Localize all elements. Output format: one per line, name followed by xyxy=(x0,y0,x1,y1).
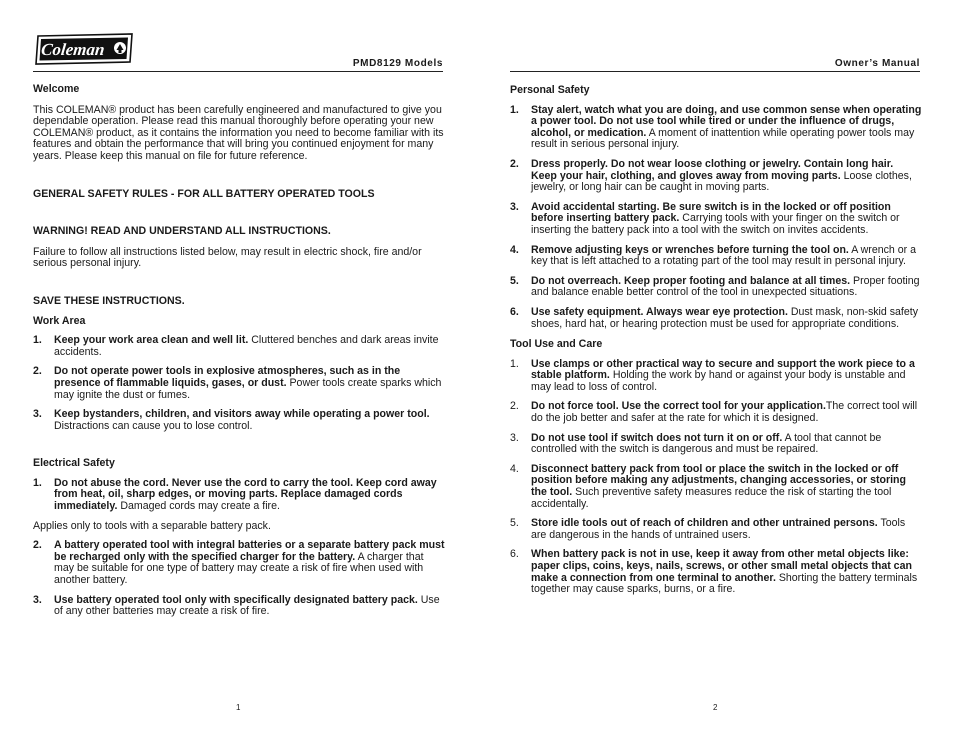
warning-text: Failure to follow all instructions listed below, may result in electric shock, fire and/or serious personal injury. xyxy=(33,245,422,270)
item-bold-text: Remove adjusting keys or wrenches before turning the tool on. xyxy=(531,243,849,256)
list-item xyxy=(510,276,922,299)
welcome-heading: Welcome xyxy=(33,83,80,95)
item-text: A tool that cannot be controlled with the switch is dangerous and must be repaired. xyxy=(531,431,882,456)
page-number: 1 xyxy=(236,703,241,712)
item-text: Shorting the battery terminals together may cause sparks, burns, or a fire. xyxy=(531,571,918,596)
item-text: Holding the work by hand or against your body is unstable and may lead to loss of control. xyxy=(531,369,906,393)
item-bold-text: Keep your work area clean and well lit. xyxy=(54,334,249,347)
item-text: Such preventive safety measures reduce the risk of starting the tool accidentally. xyxy=(531,486,892,510)
item-number: 3. xyxy=(33,593,42,606)
item-number: 3. xyxy=(510,431,519,444)
tool-use-heading: Tool Use and Care xyxy=(510,338,603,351)
item-bold-text: Do not overreach. Keep proper footing and balance at all times. xyxy=(531,274,851,287)
list-item xyxy=(33,478,446,513)
general-safety-heading: GENERAL SAFETY RULES - FOR ALL BATTERY OPERATED TOOLS xyxy=(33,187,375,200)
list-item xyxy=(510,359,922,394)
item-text: A charger that may be suitable for one type of battery may create a risk of fire when used with another battery. xyxy=(54,550,424,587)
item-text: The correct tool will do the job better and safer at the rate for which it is designed. xyxy=(531,400,918,425)
item-number: 6. xyxy=(510,305,519,318)
item-number: 3. xyxy=(510,200,519,213)
item-bold-text: Do not abuse the cord. Never use the cord to carry the tool. Keep cord away from heat, oil, sharp edges, or moving parts. Replace damaged cords immediately. xyxy=(54,476,437,513)
electrical-list xyxy=(33,478,446,513)
personal-safety-list xyxy=(510,105,922,331)
item-bold-text: Use battery operated tool only with specifically designated battery pack. xyxy=(54,593,418,606)
right-column xyxy=(510,85,922,596)
item-number: 2. xyxy=(510,400,519,413)
list-item xyxy=(510,433,922,456)
list-item xyxy=(33,335,446,358)
item-bold-text: Do not force tool. Use the correct tool for your application. xyxy=(531,400,826,413)
list-item xyxy=(510,549,922,595)
list-item xyxy=(510,401,922,424)
item-text: A moment of inattention while operating power tools may result in serious personal injury. xyxy=(531,126,915,151)
item-bold-text: Keep bystanders, children, and visitors away while operating a power tool. xyxy=(54,408,430,421)
item-number: 1. xyxy=(33,334,42,347)
item-number: 5. xyxy=(510,517,519,530)
electrical-list-more xyxy=(33,540,446,618)
item-bold-text: Dress properly. Do not wear loose clothing or jewelry. Contain long hair. Keep your hair, clothing, and gloves away from moving parts. xyxy=(531,157,894,182)
item-bold-text: Use clamps or other practical way to secure and support the work piece to a stable platform. xyxy=(531,357,915,382)
list-item xyxy=(510,202,922,237)
item-text: A wrench or a key that is left attached to a rotating part of the tool may result in personal injury. xyxy=(531,243,917,268)
list-item xyxy=(33,595,446,618)
item-bold-text: A battery operated tool with integral batteries or a separate battery pack must be recharged only with the specified charger for the battery. xyxy=(54,539,445,563)
item-text: Proper footing and balance enable better control of the tool in unexpected situations. xyxy=(531,274,920,299)
item-bold-text: Disconnect battery pack from tool or place the switch in the locked or off position before making any adjustments, changing accessories, or storing the tool. xyxy=(531,462,906,499)
item-number: 2. xyxy=(510,157,519,170)
list-item xyxy=(510,105,922,151)
item-number: 1. xyxy=(510,357,519,370)
item-text: Cluttered benches and dark areas invite accidents. xyxy=(54,334,439,358)
electrical-safety-heading: Electrical Safety xyxy=(33,457,115,470)
header-divider xyxy=(510,71,920,72)
item-text: Use of any other batteries may create a risk of fire. xyxy=(54,593,440,618)
item-bold-text: Store idle tools out of reach of children and other untrained persons. xyxy=(531,517,878,530)
item-bold-text: When battery pack is not in use, keep it away from other metal objects like: paper clips, coins, keys, nails, screws, or other small metal objects that can make a connection from one terminal to another. xyxy=(531,548,912,584)
item-bold-text: Use safety equipment. Always wear eye protection. xyxy=(531,305,788,318)
item-bold-text: Do not operate power tools in explosive atmospheres, such as in the presence of flammable liquids, gases, or dust. xyxy=(54,365,401,389)
item-bold-text: Stay alert, watch what you are doing, and use common sense when operating a power tool. Do not use tool while tired or under the influence of drugs, alcohol, or medication. xyxy=(531,103,922,139)
list-item xyxy=(510,307,922,330)
item-bold-text: Do not use tool if switch does not turn it on or off. xyxy=(531,431,783,444)
tool-use-list xyxy=(510,359,922,596)
welcome-text: This COLEMAN® product has been carefully engineered and manufactured to give you dependable operation. Please read this manual thoroughly before operating your new COLEMAN® product, as it contains the information you need to become familiar with its features and obtain the performance that will bring you continued enjoyment for many years. Please keep this manual on file for future reference. xyxy=(33,103,444,162)
list-item xyxy=(33,409,446,432)
list-item xyxy=(510,464,922,510)
logo-wordmark: Coleman xyxy=(40,40,106,59)
item-number: 3. xyxy=(33,408,42,421)
item-number: 2. xyxy=(33,539,42,552)
work-area-list xyxy=(33,335,446,432)
page-number: 2 xyxy=(713,703,718,712)
header-divider xyxy=(33,71,443,72)
models-header: PMD8129 Models xyxy=(352,58,443,69)
item-number: 6. xyxy=(510,548,519,561)
left-column xyxy=(33,84,446,618)
item-text: Dust mask, non-skid safety shoes, hard hat, or hearing protection must be used for appropriate conditions. xyxy=(531,305,919,330)
owners-manual-header: Owner’s Manual xyxy=(834,58,920,69)
list-item xyxy=(510,518,922,541)
save-instructions-heading: SAVE THESE INSTRUCTIONS. xyxy=(33,294,185,307)
item-number: 4. xyxy=(510,462,519,475)
list-item xyxy=(510,245,922,268)
item-number: 4. xyxy=(510,243,519,256)
warning-heading: WARNING! READ AND UNDERSTAND ALL INSTRUCTIONS. xyxy=(33,225,331,238)
item-number: 1. xyxy=(33,476,42,489)
item-text: Damaged cords may create a fire. xyxy=(117,500,280,513)
item-number: 2. xyxy=(33,365,42,378)
item-text: Loose clothes, jewelry, or long hair can be caught in moving parts. xyxy=(531,169,912,194)
item-text: Power tools create sparks which may ignite the dust or fumes. xyxy=(54,376,442,401)
work-area-heading: Work Area xyxy=(33,314,86,327)
item-number: 5. xyxy=(510,274,519,287)
item-bold-text: Avoid accidental starting. Be sure switch is in the locked or off position before inserting battery pack. xyxy=(531,200,891,225)
personal-safety-heading: Personal Safety xyxy=(510,84,590,96)
item-text: Distractions can cause you to lose control. xyxy=(54,419,253,432)
item-text: Tools are dangerous in the hands of untrained users. xyxy=(531,517,906,541)
applies-text: Applies only to tools with a separable battery pack. xyxy=(33,519,271,532)
item-text: Carrying tools with your finger on the switch or inserting the battery pack into a tool with the switch on invites accidents. xyxy=(531,212,900,236)
list-item xyxy=(510,159,922,194)
list-item xyxy=(33,366,446,401)
list-item xyxy=(33,540,446,586)
item-number: 1. xyxy=(510,103,519,116)
